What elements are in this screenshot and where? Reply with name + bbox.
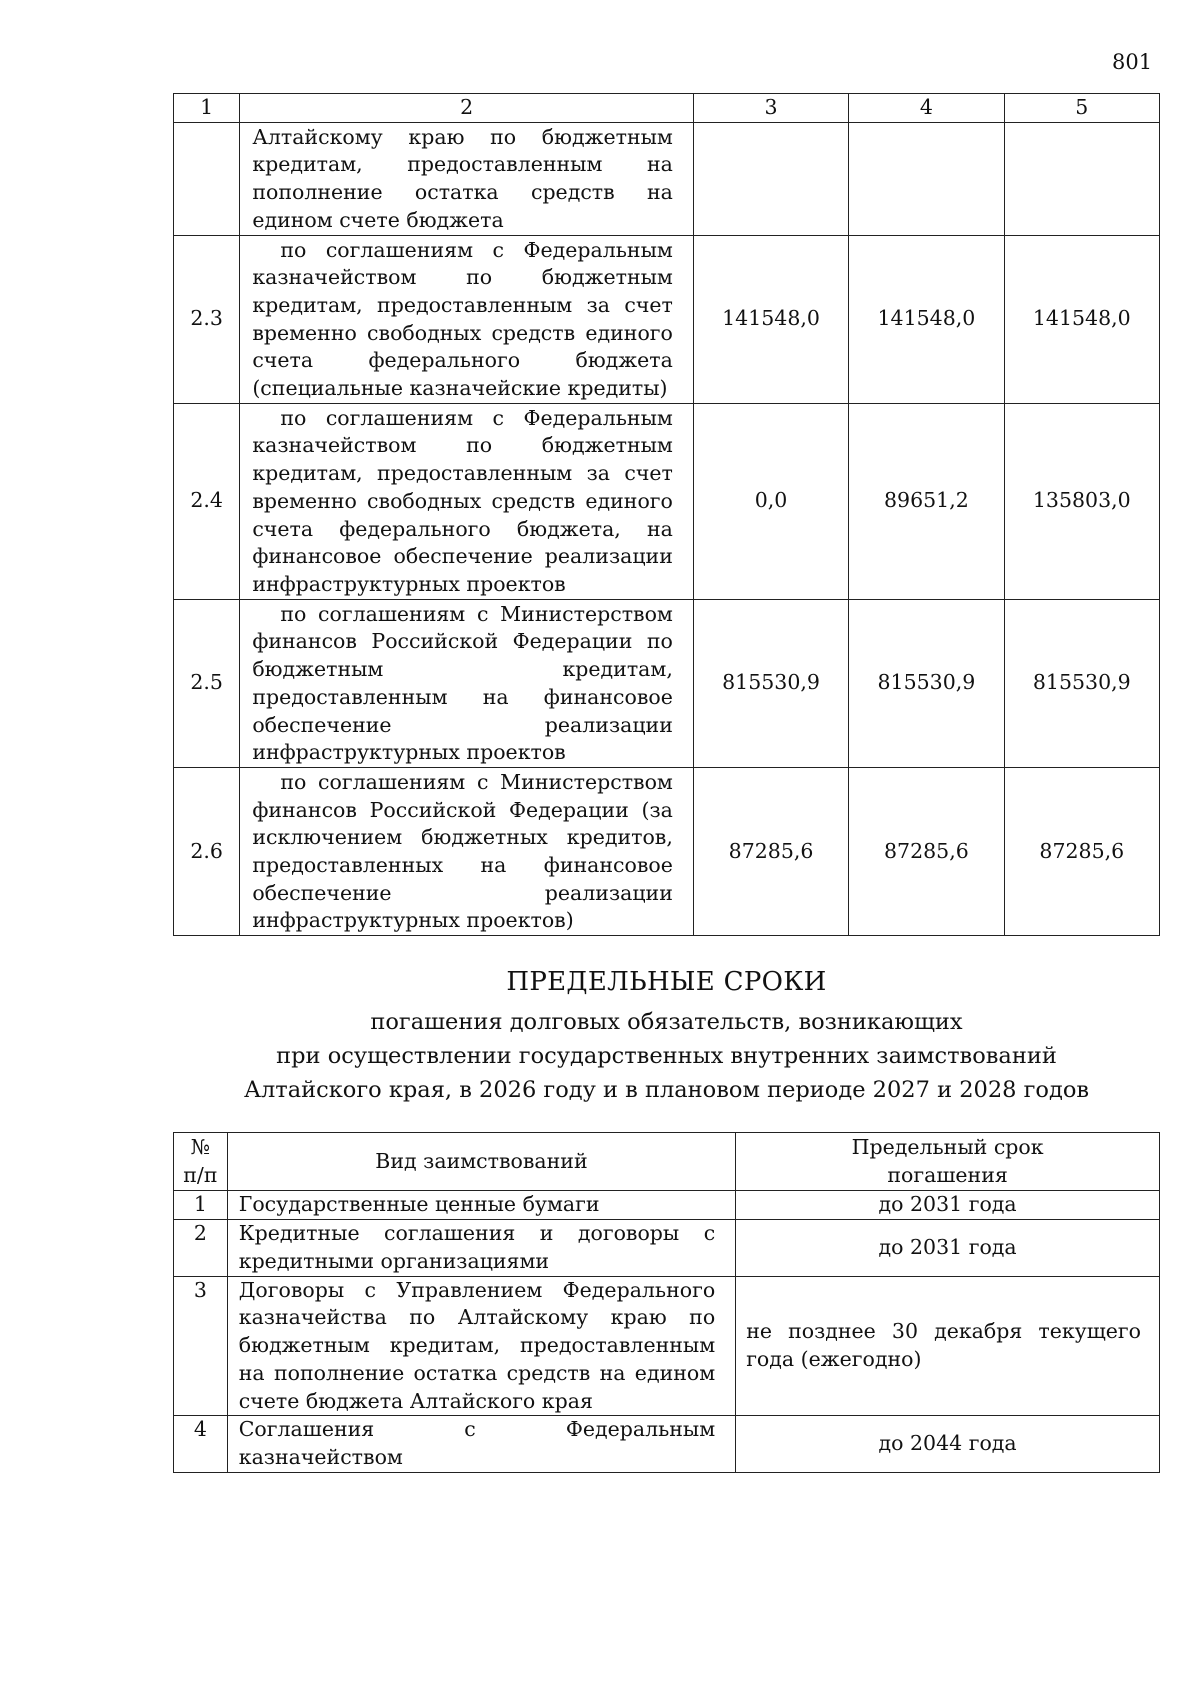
row-number: 3 [174, 1276, 228, 1416]
row-description-text: по соглашениям с Федеральным казначейством по бюджетным кредитам, предоставленным за счет временно свободных средств единого счета федерального бюджета (специальные казначейские кредиты) [252, 237, 673, 401]
row-description-text: по соглашениям с Министерством финансов Российской Федерации по бюджетным кредитам, предоставленным на финансовое обеспечение реализации инфраструктурных проектов [252, 601, 673, 765]
table-row [174, 1276, 1160, 1416]
borrowings-amount-table [173, 93, 1160, 936]
table-row [174, 1191, 1160, 1220]
borrowing-kind: Договоры с Управлением Федерального казначейства по Алтайскому краю по бюджетным кредитам, предоставленным на пополнение остатка средств на едином счете бюджета Алтайского края [227, 1276, 735, 1416]
table-row [174, 767, 1160, 935]
column-header-5: 5 [1004, 94, 1159, 123]
section-subtitle [173, 1005, 1160, 1107]
column-header-1: 1 [174, 94, 240, 123]
kind-header: Вид заимствований [227, 1133, 735, 1191]
table-row [174, 1219, 1160, 1276]
table-header-row [174, 1133, 1160, 1191]
value-col3: 0,0 [693, 403, 848, 599]
repayment-term: до 2044 года [736, 1416, 1160, 1472]
value-col5: 87285,6 [1004, 767, 1159, 935]
row-number [174, 122, 240, 235]
value-col3: 815530,9 [693, 599, 848, 767]
repayment-term: до 2031 года [736, 1219, 1160, 1276]
column-header-2: 2 [240, 94, 694, 123]
row-number: 4 [174, 1416, 228, 1472]
row-number: 1 [174, 1191, 228, 1220]
row-number: 2 [174, 1219, 228, 1276]
subtitle-line-2: при осуществлении государственных внутренних заимствований [276, 1043, 1057, 1069]
table-row [174, 1416, 1160, 1472]
number-header [174, 1133, 228, 1191]
value-col5 [1004, 122, 1159, 235]
table-row [174, 599, 1160, 767]
repayment-terms-table [173, 1132, 1160, 1473]
borrowing-kind: Кредитные соглашения и договоры с кредитными организациями [227, 1219, 735, 1276]
row-description-text: по соглашениям с Министерством финансов Российской Федерации (за исключением бюджетных кредитов, предоставленных на финансовое обеспечение реализации инфраструктурных проектов) [252, 769, 673, 933]
value-col3 [693, 122, 848, 235]
value-col5: 815530,9 [1004, 599, 1159, 767]
borrowing-kind: Соглашения с Федеральным казначейством [227, 1416, 735, 1472]
row-number: 2.4 [174, 403, 240, 599]
value-col5: 135803,0 [1004, 403, 1159, 599]
table-header-row [174, 94, 1160, 123]
value-col3: 87285,6 [693, 767, 848, 935]
row-description [240, 235, 694, 403]
number-header-line-1: № [190, 1134, 211, 1159]
table-row [174, 403, 1160, 599]
value-col4 [849, 122, 1004, 235]
row-number: 2.5 [174, 599, 240, 767]
value-col5: 141548,0 [1004, 235, 1159, 403]
value-col4: 815530,9 [849, 599, 1004, 767]
term-header: Предельный срок погашения [736, 1133, 1160, 1191]
value-col4: 141548,0 [849, 235, 1004, 403]
row-description: Алтайскому краю по бюджетным кредитам, предоставленным на пополнение остатка средств на едином счете бюджета [240, 122, 694, 235]
section-title: ПРЕДЕЛЬНЫЕ СРОКИ [506, 967, 827, 997]
subtitle-line-3: Алтайского края, в 2026 году и в плановом периоде 2027 и 2028 годов [243, 1077, 1090, 1103]
row-description [240, 599, 694, 767]
page-number: 801 [1112, 50, 1153, 74]
subtitle-line-1: погашения долговых обязательств, возникающих [370, 1009, 963, 1035]
row-description [240, 767, 694, 935]
row-description [240, 403, 694, 599]
row-description-text: по соглашениям с Федеральным казначейством по бюджетным кредитам, предоставленным за счет временно свободных средств единого счета федерального бюджета, на финансовое обеспечение реализации инфраструктурных проектов [252, 405, 673, 596]
row-number: 2.6 [174, 767, 240, 935]
borrowing-kind: Государственные ценные бумаги [227, 1191, 735, 1220]
row-number: 2.3 [174, 235, 240, 403]
repayment-term: не позднее 30 декабря текущего года (ежегодно) [736, 1276, 1160, 1416]
value-col3: 141548,0 [693, 235, 848, 403]
table-row [174, 122, 1160, 235]
column-header-3: 3 [693, 94, 848, 123]
value-col4: 87285,6 [849, 767, 1004, 935]
number-header-line-2: п/п [183, 1162, 218, 1187]
value-col4: 89651,2 [849, 403, 1004, 599]
column-header-4: 4 [849, 94, 1004, 123]
table-row [174, 235, 1160, 403]
repayment-term: до 2031 года [736, 1191, 1160, 1220]
